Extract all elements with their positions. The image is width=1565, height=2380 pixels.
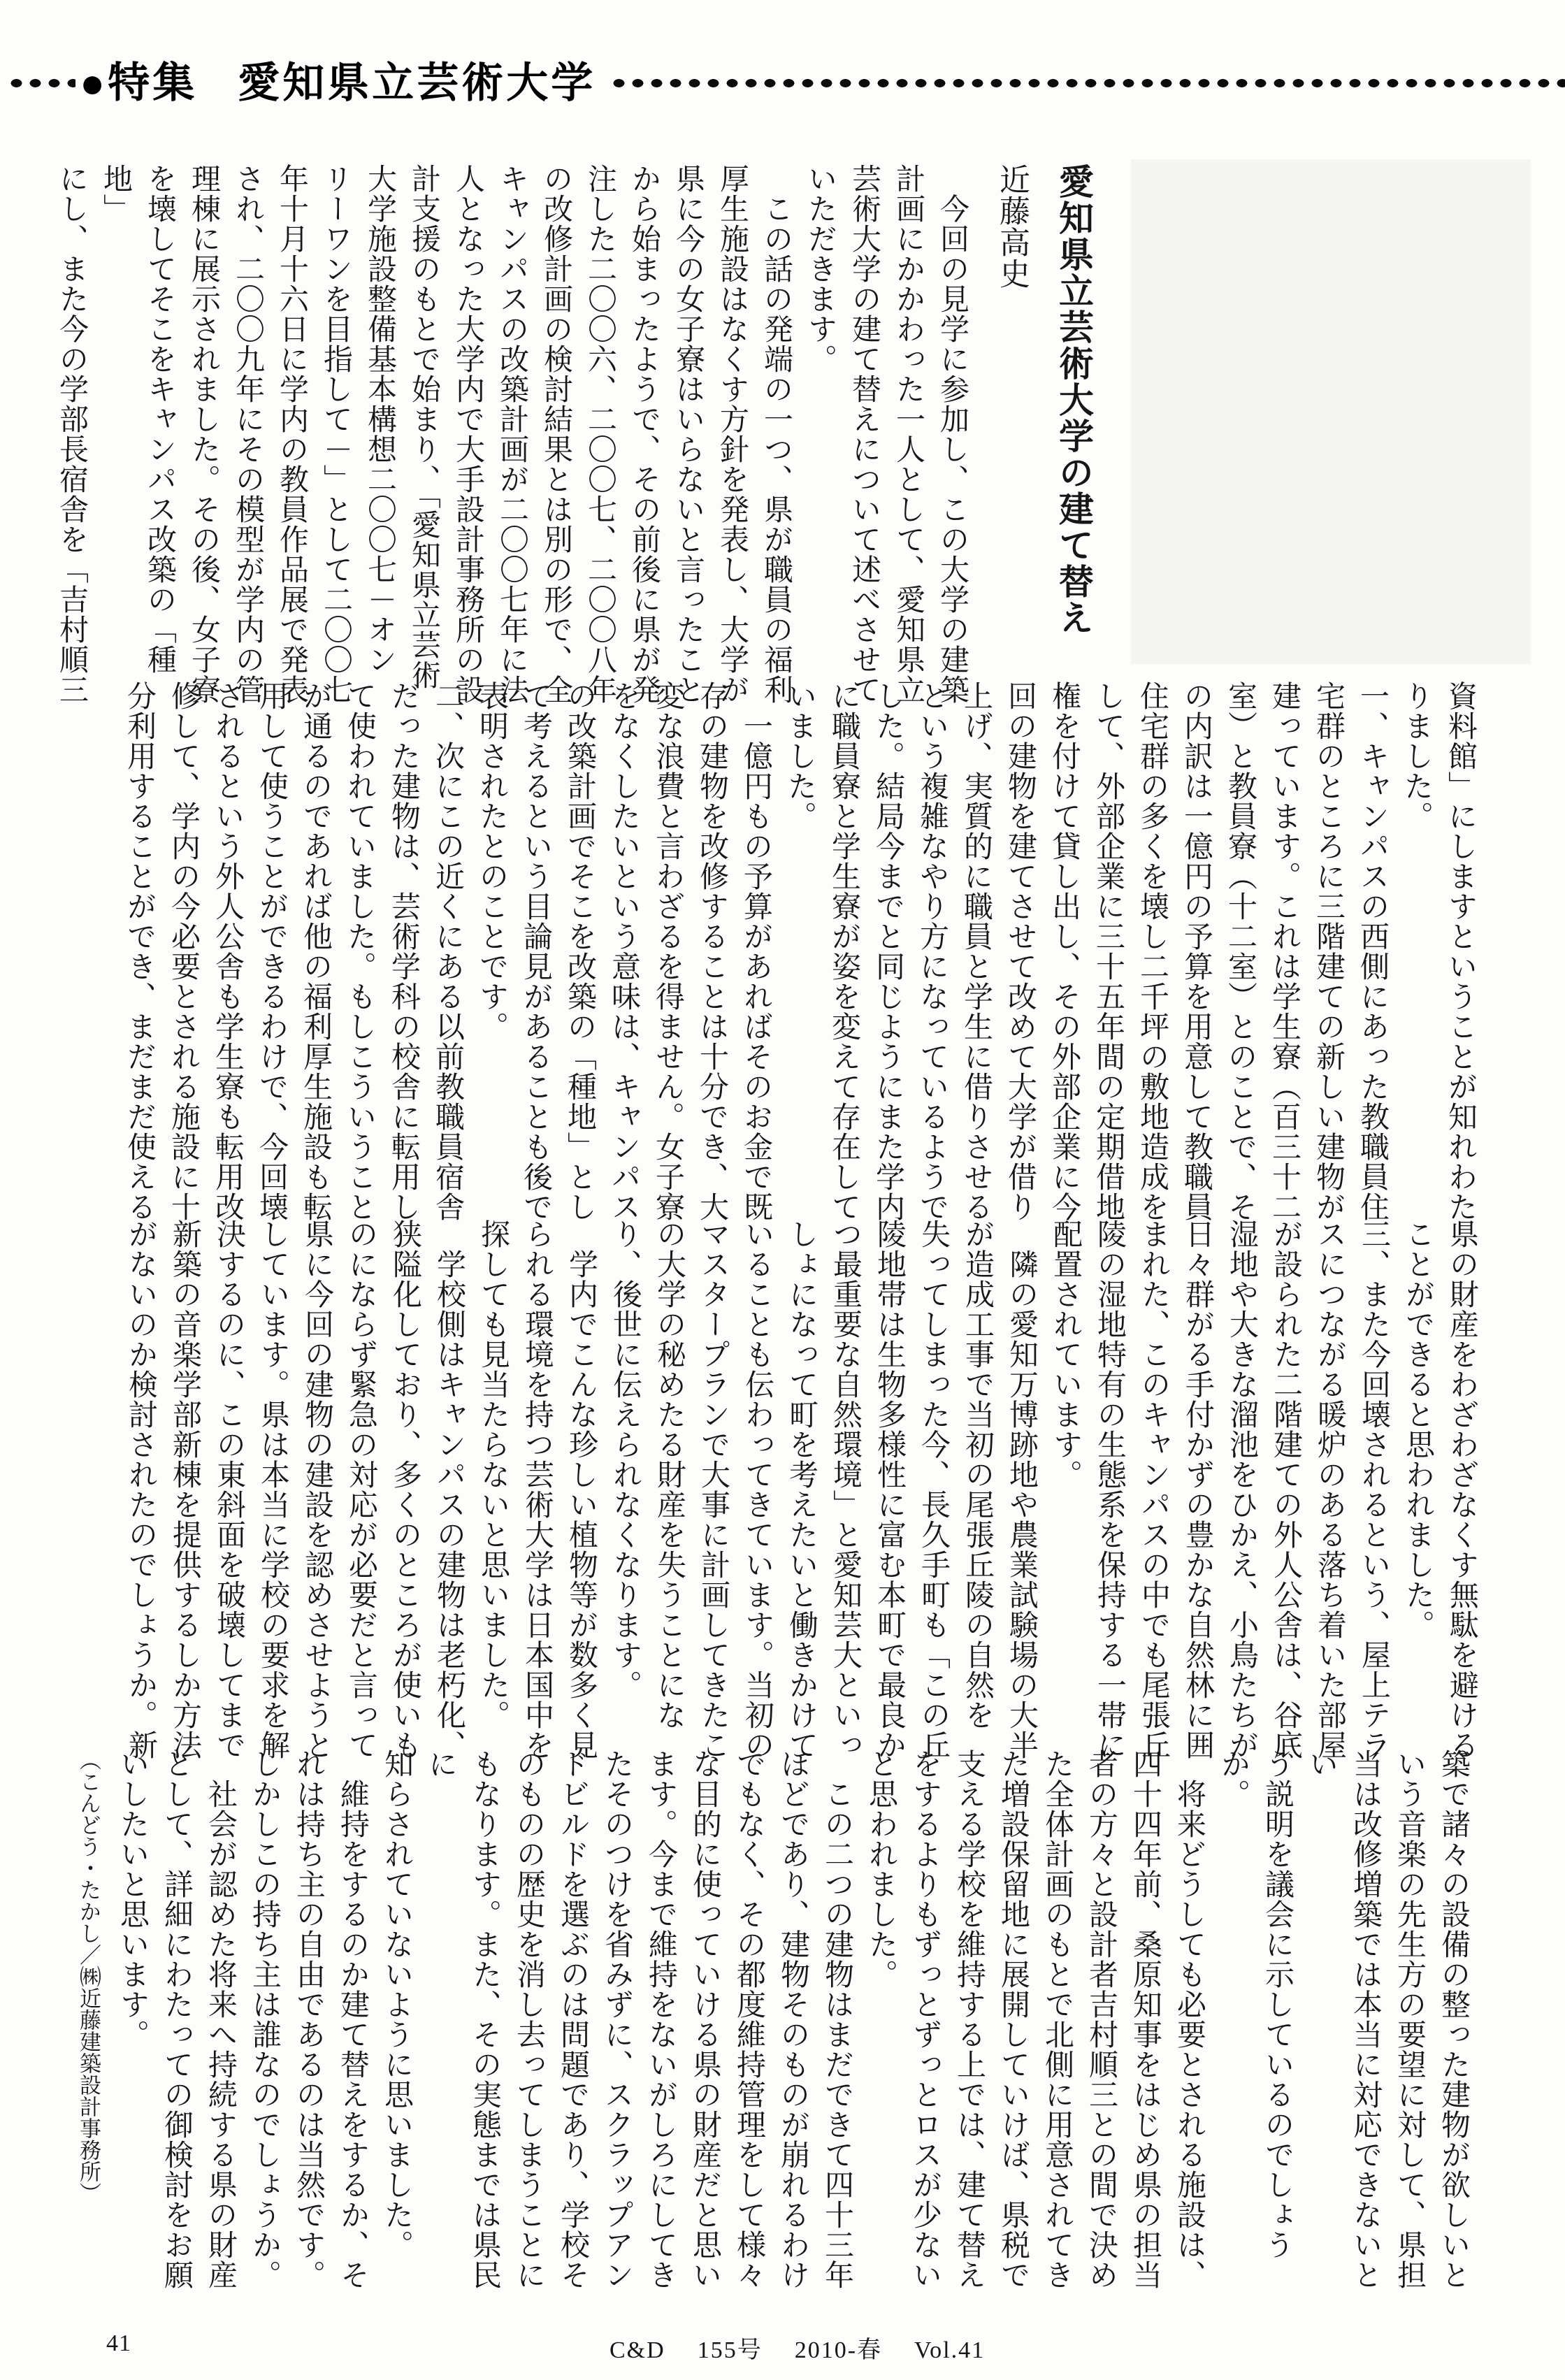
article-title: 愛知県立芸術大学の建て替え — [1054, 164, 1093, 636]
issue-date: 2010-春 — [794, 2337, 883, 2363]
text-column: 隣の愛知万博跡地や農業試験場の大半 — [1005, 1219, 1037, 1760]
text-column: 室）と教員寮（十二室）とのことで、そ — [1224, 681, 1256, 1222]
text-column: 四十四年前、桑原知事をはじめ県の担当 — [1129, 1749, 1161, 2290]
feature-title: 愛知県立芸術大学 — [238, 59, 596, 106]
text-column: 宅群のところに三階建ての新しい建物が — [1312, 681, 1344, 1222]
text-column: のものの歴史を消し去ってしまうことに — [512, 1749, 544, 2290]
text-column: しょになって町を考えたいと働きかけて — [785, 1219, 817, 1760]
text-column: の改修計画の検討結果とは別の形で、全 — [540, 164, 572, 705]
text-column: 陵地帯は生物多様性に富む本町で最良か — [873, 1219, 905, 1760]
text-column: れは持ち主の自由であるのは当然です。 — [292, 1749, 324, 2290]
text-column: をなくしたいという意味は、キャンパス — [607, 681, 640, 1222]
text-column: 建っています。これは学生寮（百三十二 — [1268, 681, 1300, 1222]
article-block-1 — [49, 164, 1108, 710]
text-column: 失ってしまった今、長久手町も「この丘 — [917, 1219, 949, 1760]
text-column: 一、キャンパスの西側にあった教職員住 — [1356, 681, 1388, 1222]
text-column: 配置されています。 — [1049, 1219, 1081, 1490]
text-column: 支える学校を維持する上では、建て替え — [953, 1749, 985, 2290]
header-text — [80, 59, 596, 108]
text-column: 県に今回の建物の建設を認めさせようと — [301, 1219, 333, 1760]
text-column: いう音楽の先生方の要望に対して、県担 — [1393, 1749, 1425, 2290]
text-column: に職員寮と学生寮が姿を変えて存在して — [828, 681, 860, 1222]
dotted-rule — [610, 75, 1565, 91]
text-column: 維持をするのか建て替えをするか、そ — [336, 1749, 368, 2290]
text-column: 芸術大学の建て替えについて述べさせて — [848, 164, 880, 705]
text-column: 今回の見学に参加し、この大学の建築 — [936, 164, 968, 705]
text-column: ます。今まで維持をないがしろにしてき — [644, 1749, 677, 2290]
text-column: りました。 — [1400, 681, 1432, 831]
text-column: キャンパスの改築計画が二〇〇七年に法 — [496, 164, 528, 705]
text-column: した。結局今までと同じようにまた学内 — [872, 681, 904, 1222]
text-column: として、詳細にわたっての御検討をお願 — [160, 1749, 192, 2290]
page-number: 41 — [106, 2330, 131, 2356]
text-column: 知らされていないように思いました。 — [380, 1749, 412, 2260]
text-column: この話の発端の一つ、県が職員の福利 — [760, 164, 792, 705]
text-column: 当は改修増築では本当に対応できないとい — [1305, 1749, 1381, 2290]
text-column: ことができると思われました。 — [1401, 1219, 1434, 1640]
article-author: 近藤高史 — [995, 164, 1029, 289]
text-column: 者の方々と設計者吉村順三との間で決め — [1085, 1749, 1117, 2290]
text-column: 存の建物を改修することは十分でき、大 — [695, 681, 728, 1222]
text-column: た全体計画のもとで北側に用意されてき — [1041, 1749, 1073, 2290]
text-column: たそのつけを省みずに、スクラップアン — [600, 1749, 633, 2290]
article-block-2 — [117, 681, 1482, 1227]
text-column: な目的に使っていける県の財産だと思い — [688, 1749, 721, 2290]
text-column: しかしこの持ち主は誰なのでしょうか。 — [248, 1749, 280, 2290]
text-column: が通るのであれば他の福利厚生施設も転 — [299, 681, 331, 1222]
text-column: 狭隘化しており、多くのところが使いも — [389, 1219, 421, 1760]
text-column: 理棟に展示されました。その後、女子寮 — [187, 164, 219, 705]
text-column: 湿地や大きな溜池をひかえ、小鳥たちが — [1225, 1219, 1257, 1760]
text-column: う説明を議会に示しているのでしょうか。 — [1217, 1749, 1293, 2260]
text-column: 一億円もの予算があればそのお金で既 — [740, 681, 772, 1222]
text-column: がないのか検討されたのでしょうか。新 — [124, 1219, 157, 1760]
text-column: の大学の秘めたる財産を失うことにな — [653, 1219, 685, 1730]
text-column: 築で諸々の設備の整った建物が欲しいと — [1437, 1749, 1469, 2290]
text-column: 厚生施設はなくす方針を発表し、大学が — [716, 164, 748, 705]
text-column: 人となった大学内で大手設計事務所の設 — [452, 164, 484, 705]
text-column: という複雑なやり方になっているようで — [916, 681, 948, 1222]
text-column: でもなく、その都度維持管理をして様々 — [733, 1749, 765, 2290]
text-column: 決するのに、この東斜面を破壊してまで — [212, 1219, 245, 1760]
text-column: 住宅群の多くを壊し二千坪の敷地造成を — [1136, 681, 1168, 1222]
text-column: マスタープランで大事に計画してきたこ — [697, 1219, 729, 1760]
text-column: ほどであり、建物そのものが崩れるわけ — [777, 1749, 809, 2290]
text-column: しています。県は本当に学校の要求を解 — [257, 1219, 289, 1760]
text-column: 学内でこんな珍しい植物等が数多く見 — [565, 1219, 597, 1760]
text-column: 大学施設整備基本構想二〇〇七－オン — [363, 164, 396, 675]
article-block-4 — [66, 1749, 1475, 2308]
text-column: を壊してそこをキャンパス改築の「種地」 — [99, 164, 175, 675]
text-column: 変な浪費と言わざるを得ません。女子寮 — [651, 681, 684, 1222]
text-column: て考えるという目論見があることも後で — [519, 681, 551, 1222]
page-header — [7, 59, 1565, 108]
text-column: つ最重要な自然環境」と愛知芸大といっ — [829, 1219, 861, 1760]
text-column: リーワンを目指して－」として二〇〇七 — [319, 164, 352, 705]
text-column: 表明されたとのことです。 — [475, 681, 507, 1041]
text-column: スにつながる暖炉のある落ち着いた部屋 — [1313, 1219, 1346, 1760]
text-column: にし、また今の学部長宿舎を「吉村順三 — [55, 164, 87, 705]
text-column: まれた、このキャンパスの中でも尾張丘 — [1137, 1219, 1169, 1760]
text-column: の改築計画でそこを改築の「種地」とし — [563, 681, 596, 1222]
text-column: もなります。また、その実態までは県民に — [424, 1749, 500, 2290]
text-column: 計画にかかわった一人として、愛知県立 — [892, 164, 924, 705]
text-column: り、後世に伝えられなくなります。 — [609, 1219, 641, 1700]
text-column: 探しても見当たらないと思いました。 — [477, 1219, 509, 1730]
text-column: 上げ、実質的に職員と学生に借りさせる — [960, 681, 992, 1222]
text-column: から始まったようで、その前後に県が発 — [628, 164, 660, 705]
text-column: 修して、学内の今必要とされる施設に十 — [167, 681, 199, 1222]
text-column: と思われました。 — [865, 1749, 897, 1989]
text-column: 注した二〇〇六、二〇〇七、二〇〇八年 — [584, 164, 616, 705]
text-column: 二、次にこの近くにある以前教職員宿舎 — [431, 681, 463, 1222]
dotted-rule-left — [7, 75, 75, 91]
journal-name: C&D — [610, 2337, 665, 2363]
article-signature: （こんどう・たかし／㈱近藤建築設計事務所） — [76, 1749, 101, 2204]
text-column: 陵の湿地特有の生態系を保持する一帯に — [1093, 1219, 1125, 1760]
text-column: て使われていました。もしこういうこと — [343, 681, 375, 1222]
text-column: されるという外人公舎も学生寮も転用改 — [211, 681, 243, 1222]
text-column: して、外部企業に三十五年間の定期借地 — [1092, 681, 1124, 1222]
text-column: 回の建物を建てさせて改めて大学が借り — [1004, 681, 1036, 1222]
text-column: いしたいと思います。 — [116, 1749, 148, 2049]
text-column: 県に今の女子寮はいらないと言ったこと — [672, 164, 704, 705]
text-column: た増設保留地に展開していけば、県税で — [997, 1749, 1029, 2290]
text-column: 学校側はキャンパスの建物は老朽化、 — [433, 1219, 465, 1760]
issue-number: 155号 — [697, 2337, 763, 2363]
text-column: 年十月十六日に学内の教員作品展で発表 — [275, 164, 308, 705]
text-column: 資料館」にしますということが知れわた — [1444, 681, 1476, 1222]
text-column: いました。 — [784, 681, 816, 831]
text-column: のにならず緊急の対応が必要だと言って — [345, 1219, 377, 1760]
text-column: ドビルドを選ぶのは問題であり、学校そ — [556, 1749, 589, 2290]
text-column: この二つの建物はまだできて四十三年 — [821, 1749, 853, 2290]
text-column: 分利用することができ、まだまだ使える — [123, 681, 155, 1222]
text-column: が造成工事で当初の尾張丘陵の自然を — [961, 1219, 993, 1730]
text-column: の内訳は一億円の予算を用意して教職員 — [1180, 681, 1212, 1222]
text-column: られる環境を持つ芸術大学は日本国中を — [521, 1219, 553, 1760]
volume-number: Vol.41 — [914, 2337, 986, 2363]
text-column: いることも伝わってきています。当初の — [741, 1219, 773, 1760]
text-column: 県の財産をわざわざなくす無駄を避ける — [1445, 1219, 1478, 1760]
text-column: だった建物は、芸術学科の校舎に転用し — [387, 681, 419, 1222]
text-column: 将来どうしても必要とされる施設は、 — [1173, 1749, 1205, 2290]
text-column: され、二〇〇九年にその模型が学内の管 — [231, 164, 264, 705]
text-column: 計支援のもとで始まり、「愛知県立芸術 — [408, 164, 440, 690]
text-column: 権を付けて貸し出し、その外部企業に今 — [1048, 681, 1080, 1222]
text-column: 用して使うことができるわけで、今回壊 — [255, 681, 287, 1222]
scan-shade — [1131, 159, 1531, 664]
journal-info — [610, 2330, 985, 2365]
text-column: 新築の音楽学部新棟を提供するしか方法 — [168, 1219, 201, 1760]
text-column: をするよりもずっとずっとロスが少ない — [909, 1749, 941, 2290]
text-column: 社会が認めた将来へ持続する県の財産 — [204, 1749, 236, 2290]
section-label: ●特集 — [80, 59, 198, 106]
article-block-3 — [118, 1219, 1483, 1770]
text-column: いただきます。 — [804, 164, 836, 374]
text-column: が設られた二階建ての外人公舎は、谷底 — [1269, 1219, 1301, 1760]
text-column: 日々群がる手付かずの豊かな自然林に囲 — [1181, 1219, 1213, 1760]
text-column: 三、また今回壊されるという、屋上テラ — [1357, 1219, 1390, 1760]
